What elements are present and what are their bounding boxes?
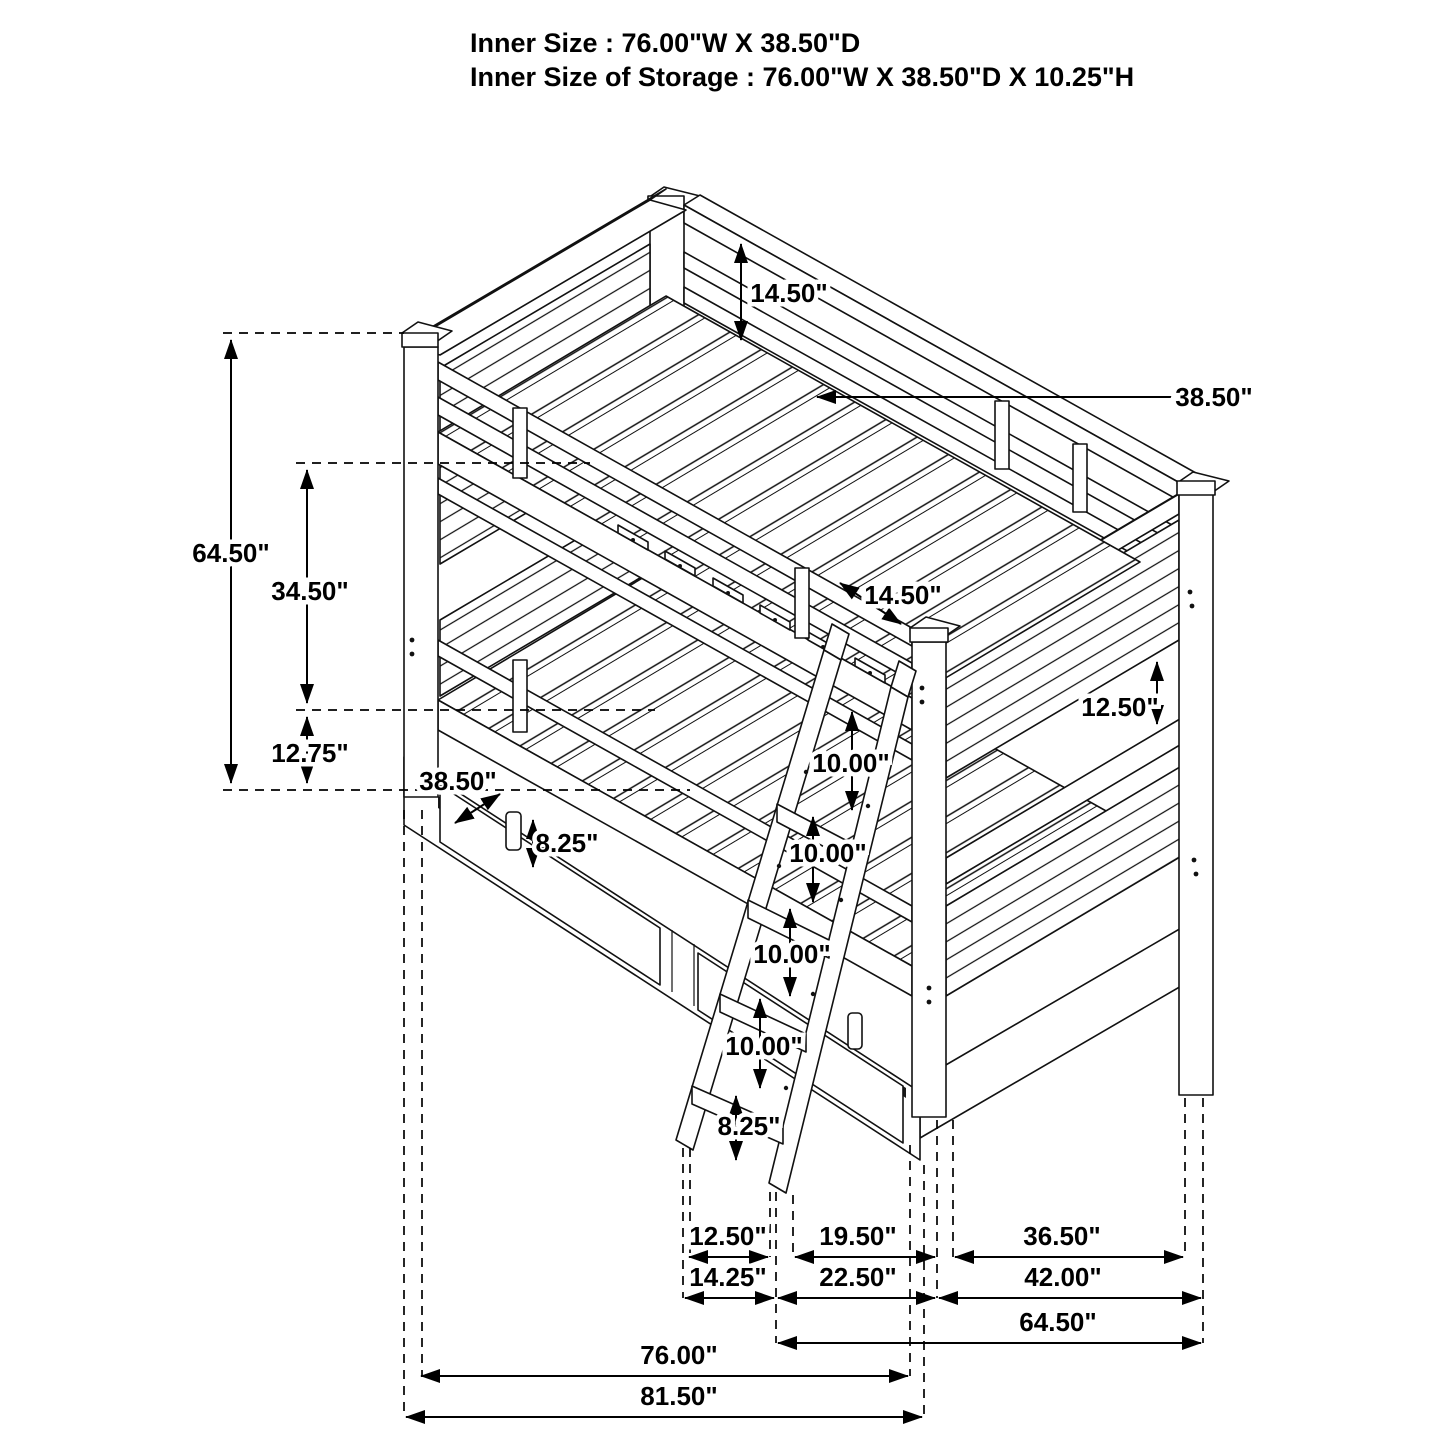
dim-width-left-inner: 14.25"	[689, 1262, 767, 1292]
front-baluster	[795, 568, 809, 638]
front-left-post	[404, 347, 438, 797]
dim-foot-panel-height: 12.50"	[1081, 692, 1159, 722]
dim-drawer-front-height: 8.25"	[535, 828, 599, 858]
back-baluster	[1073, 444, 1087, 512]
dim-overall-height: 64.50"	[192, 538, 270, 568]
dim-width-ladder-to-post: 19.50"	[819, 1221, 897, 1251]
dim-slat-depth-top: 38.50"	[1175, 382, 1253, 412]
dim-guard-rail-height-front: 14.50"	[864, 580, 942, 610]
header	[470, 28, 1134, 92]
bed-drawing	[402, 187, 1229, 1193]
dim-bunk-spacing: 34.50"	[271, 576, 349, 606]
dim-width-mid-inner: 22.50"	[819, 1262, 897, 1292]
front-right-post	[912, 642, 946, 1117]
dim-width-inner: 76.00"	[640, 1340, 718, 1370]
dim-ladder-step-1: 10.00"	[812, 748, 890, 778]
bottom-dimension-rows	[406, 1221, 1201, 1417]
dim-ladder-step-2: 10.00"	[789, 838, 867, 868]
drawer-handle	[506, 812, 521, 850]
dim-storage-base-height: 12.75"	[271, 738, 349, 768]
dim-guard-rail-height-back: 14.50"	[750, 278, 828, 308]
back-right-post	[1179, 485, 1213, 1095]
dim-ladder-bottom-step: 8.25"	[717, 1111, 781, 1141]
dim-width-post-to-ladder: 12.50"	[689, 1221, 767, 1251]
dim-width-overall: 81.50"	[640, 1381, 718, 1411]
drawer-handle	[848, 1013, 862, 1049]
dim-storage-opening-depth: 38.50"	[419, 766, 497, 796]
dim-width-bed-frame: 64.50"	[1019, 1307, 1097, 1337]
header-inner-size: Inner Size : 76.00"W X 38.50"D	[470, 28, 861, 58]
dim-ladder-step-4: 10.00"	[725, 1031, 803, 1061]
header-inner-size-storage: Inner Size of Storage : 76.00"W X 38.50"D X 10.25"H	[470, 62, 1135, 92]
dim-ladder-step-3: 10.00"	[753, 939, 831, 969]
front-baluster	[513, 408, 527, 478]
back-baluster	[995, 401, 1009, 469]
lower-front-baluster	[513, 660, 527, 732]
dim-width-right-outer: 42.00"	[1024, 1262, 1102, 1292]
dim-width-right-clear: 36.50"	[1023, 1221, 1101, 1251]
